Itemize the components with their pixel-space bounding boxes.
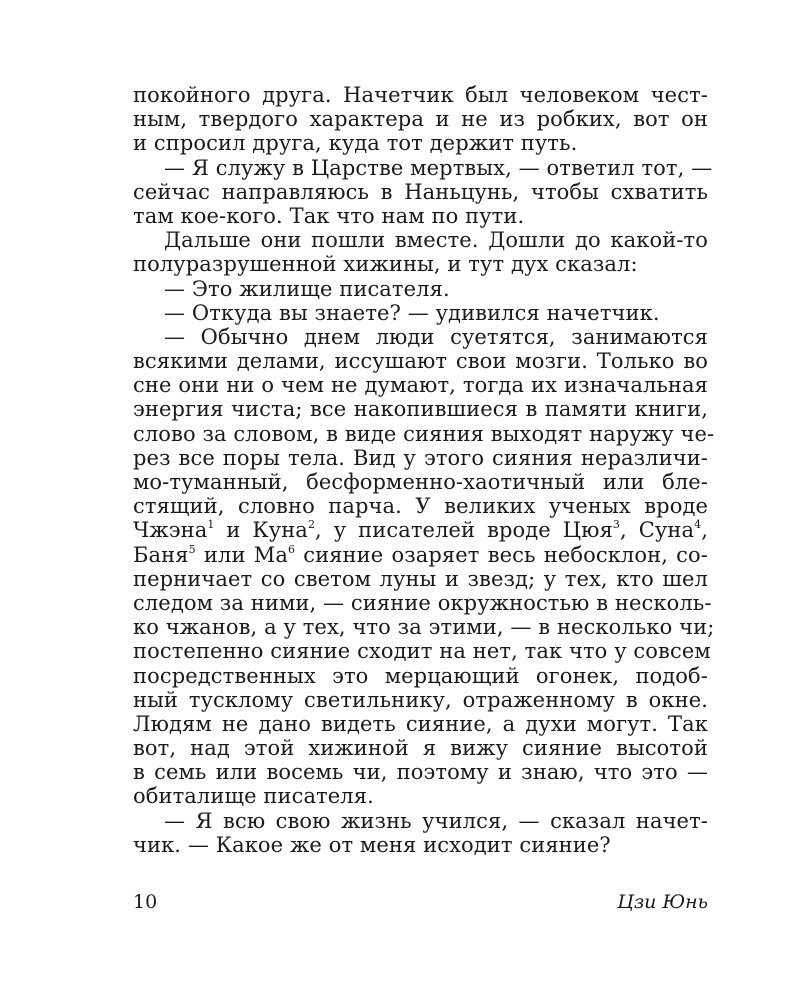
text-segment: — Я всю свою жизнь учился, — сказал начет- xyxy=(164,808,708,833)
text-segment: следом за ними, — сияние окружностью в несколь- xyxy=(133,590,712,615)
text-line xyxy=(133,615,715,640)
text-segment: вот, над этой хижиной я вижу сияние высотой xyxy=(133,736,708,761)
footnote-marker: 1 xyxy=(207,518,215,532)
text-segment: , xyxy=(701,518,708,543)
text-line xyxy=(133,639,711,664)
paragraph xyxy=(133,809,708,857)
text-segment: ным, твердого характера и не из робких, вот он xyxy=(133,107,708,132)
paragraph xyxy=(133,301,708,325)
text-line xyxy=(133,470,708,494)
text-line xyxy=(133,252,708,276)
text-segment: перничает со светом луны и звезд; у тех, кто шел xyxy=(133,566,708,591)
text-line xyxy=(133,301,708,325)
text-segment: мо-туманный, бесформенно-хаотичный или бле- xyxy=(133,470,708,494)
page-number: 10 xyxy=(133,891,158,913)
text-line xyxy=(133,760,708,784)
text-line xyxy=(133,543,708,567)
footnote-marker: 6 xyxy=(287,542,296,556)
text-line xyxy=(133,736,708,760)
paragraph xyxy=(133,228,708,276)
text-line xyxy=(133,664,708,688)
text-segment: всякими делами, иссушают свои мозги. Только во xyxy=(133,349,708,374)
footnote-marker: 2 xyxy=(307,518,316,532)
text-segment: , Суна xyxy=(620,518,695,543)
text-segment: — Я служу в Царстве мертвых, — ответил тот, — xyxy=(164,155,713,180)
text-line xyxy=(133,518,708,542)
paragraph xyxy=(133,83,708,156)
text-line xyxy=(133,397,708,421)
text-segment: ко чжанов, а у тех, что за этими, — в несколько чи; xyxy=(133,615,715,640)
text-segment: полуразрушенной хижины, и тут дух сказал: xyxy=(133,252,638,277)
text-segment: сейчас направляюсь в Наньцунь, чтобы схватить xyxy=(133,179,708,204)
text-segment: рез все поры тела. Вид у этого сияния неразличи- xyxy=(133,445,708,470)
text-segment: в семь или восемь чи, поэтому и знаю, что это — xyxy=(133,760,708,785)
text-segment: Чжэна xyxy=(133,518,208,543)
text-segment: — Это жилище писателя. xyxy=(164,276,450,301)
text-segment: сияние озаряет весь небосклон, со- xyxy=(295,542,708,567)
text-segment: обиталище писателя. xyxy=(133,784,374,809)
paragraph xyxy=(133,155,713,229)
text-segment: Людям не дано видеть сияние, а духи могут. Так xyxy=(133,711,708,736)
text-segment: и Куна xyxy=(214,518,308,543)
text-line xyxy=(133,180,708,204)
text-line xyxy=(133,494,708,518)
text-line xyxy=(133,155,713,180)
text-segment: Баня xyxy=(133,542,189,567)
page-footer xyxy=(133,891,708,919)
text-segment: постепенно сияние сходит на нет, так что у совсем xyxy=(133,639,711,664)
running-title-author: Цзи Юнь xyxy=(617,891,708,913)
paragraph xyxy=(133,324,715,809)
footnote-marker: 5 xyxy=(188,542,196,556)
text-segment: посредственных это мерцающий огонек, подоб- xyxy=(133,663,708,688)
text-line xyxy=(133,833,708,857)
text-line xyxy=(133,228,708,252)
text-segment: ный тусклому светильнику, отраженному в окне. xyxy=(133,687,708,712)
text-line xyxy=(133,446,708,470)
text-segment: Дальше они пошли вместе. Дошли до какой-то xyxy=(164,228,708,253)
text-line xyxy=(133,325,708,349)
paragraph xyxy=(133,277,708,301)
text-segment: — Откуда вы знаете? — удивился начетчик. xyxy=(164,300,660,325)
text-line xyxy=(133,373,708,397)
text-line xyxy=(133,567,708,591)
text-line xyxy=(133,83,708,107)
footnote-marker: 3 xyxy=(612,518,621,532)
text-line xyxy=(133,277,708,301)
text-segment: или Ма xyxy=(195,542,288,567)
text-segment: стящий, словно парча. У великих ученых вроде xyxy=(133,494,708,519)
text-segment: там кое-кого. Так что нам по пути. xyxy=(133,203,525,228)
text-line xyxy=(133,688,708,712)
text-line xyxy=(133,712,708,736)
text-line xyxy=(133,809,708,833)
text-segment: и спросил друга, куда тот держит путь. xyxy=(133,131,578,156)
text-segment: чик. — Какое же от меня исходит сияние? xyxy=(133,832,611,857)
text-line xyxy=(133,204,708,228)
text-segment: покойного друга. Начетчик был человеком чест- xyxy=(133,83,708,107)
footnote-marker: 4 xyxy=(694,518,702,532)
text-segment: слово за словом, в виде сияния выходят наружу че- xyxy=(133,421,715,446)
text-line xyxy=(133,131,708,155)
text-line xyxy=(133,107,708,131)
text-segment: , у писателей вроде Цюя xyxy=(315,518,613,543)
text-segment: — Обычно днем люди суетятся, занимаются xyxy=(164,324,708,349)
text-line xyxy=(133,421,715,446)
text-line xyxy=(133,349,708,373)
text-segment: сне они ни о чем не думают, тогда их изначальная xyxy=(133,373,708,398)
text-line xyxy=(133,590,712,615)
book-page-text xyxy=(133,83,715,857)
text-segment: энергия чиста; все накопившиеся в памяти книги, xyxy=(133,397,708,422)
text-line xyxy=(133,784,708,808)
